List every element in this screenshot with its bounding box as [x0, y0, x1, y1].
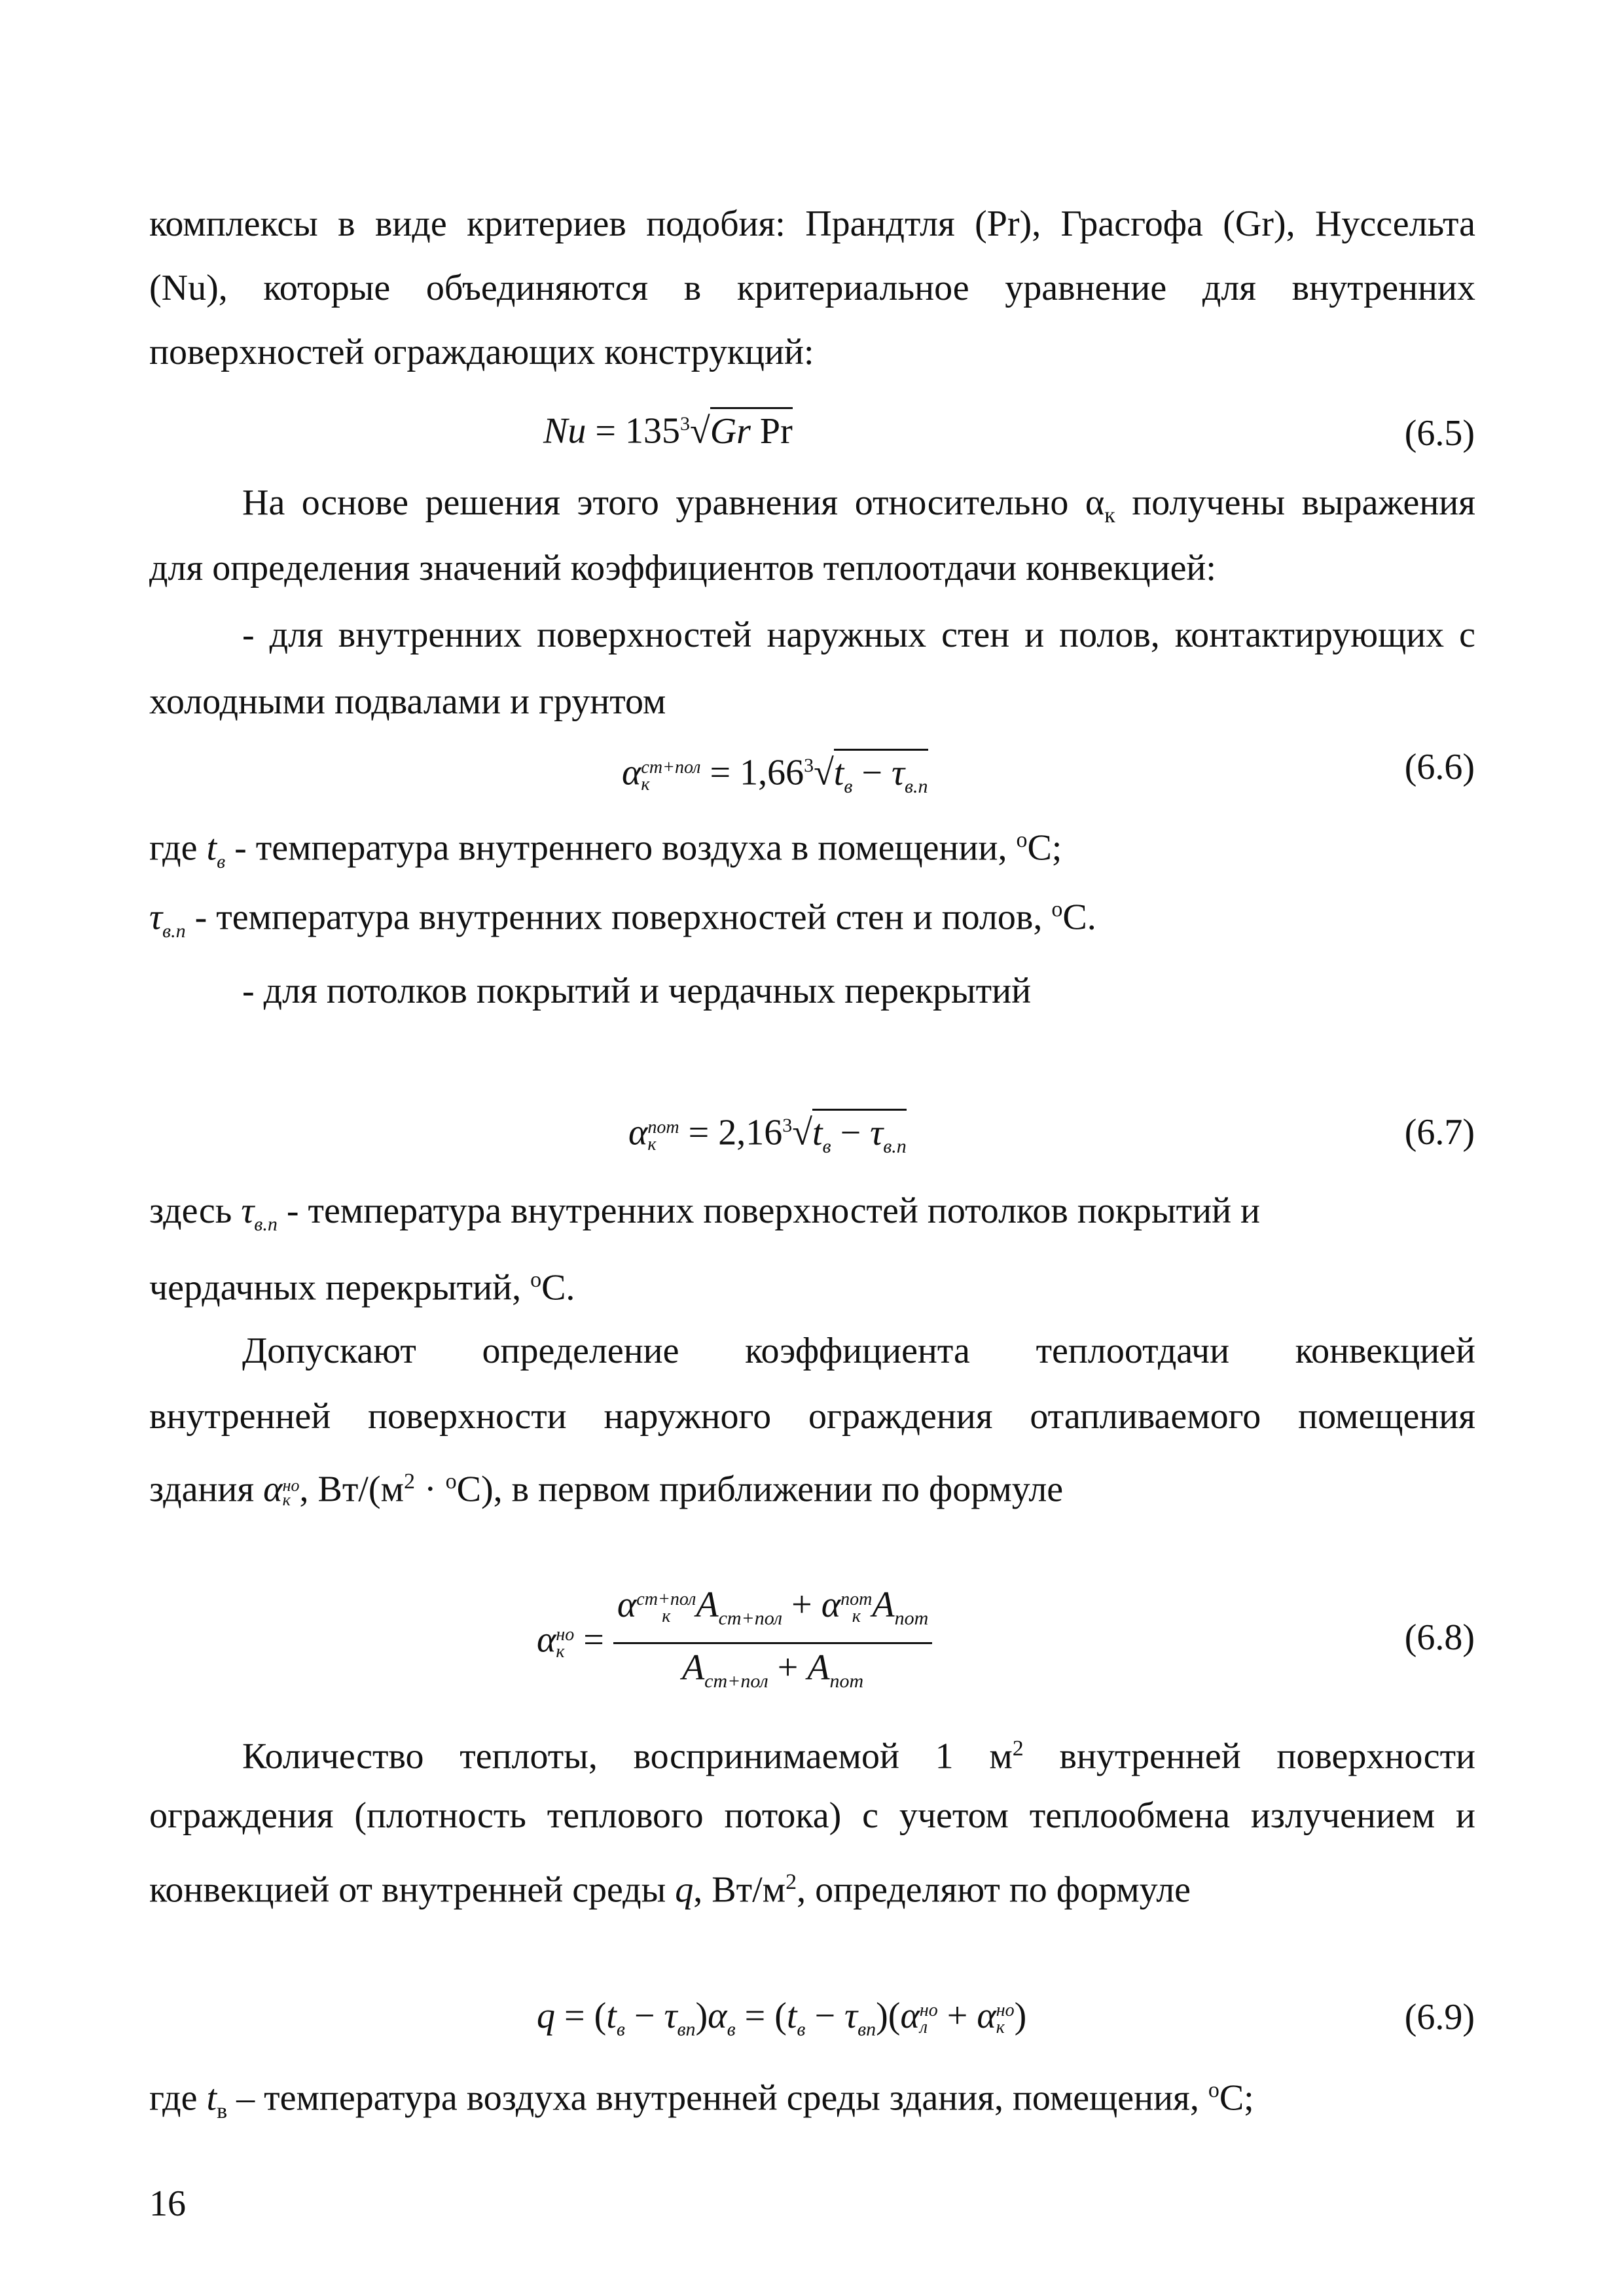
text-line: холодными подвалами и грунтом [149, 681, 666, 722]
equation-number: (6.9) [1404, 1997, 1475, 2037]
text-line: конвекцией от внутренней среды q, $Вт/м^2$, определяют по формуле [149, 1869, 1191, 1910]
text-line: поверхностей ограждающих конструкций: [149, 332, 814, 372]
equation-number: (6.7) [1404, 1112, 1475, 1153]
equation-6-6: α ст+пол к = $1,66^3√t_в - \tau_{в.п}$ [622, 745, 928, 808]
text-line: комплексы в виде критериев подобия: Прандтля (Pr), Грасгофа (Gr), Нуссельта [149, 204, 1475, 244]
eq-radicand: Gr Pr [710, 407, 793, 452]
radical-sign: √ [689, 410, 710, 452]
eq-symbol: Nu [543, 410, 586, 452]
equation-6-9: $q = (t_в - \tau_{вп})\alpha_в = (t_в - \tau_{вп})(\alpha$ но л + α но к ) [537, 1996, 1027, 2041]
text-line: где $t_в$ – температура воздуха внутренней среды здания, помещения, $^о$С; [149, 2077, 1254, 2123]
text-line: внутренней поверхности наружного ограждения отапливаемого помещения [149, 1396, 1475, 1437]
eq-fraction: α ст+пол к $A_{ст+пол} + \alpha$ пот к $A_{пот}$ $A_{ст+пол} + A_{пот}$ [613, 1584, 932, 1702]
equation-number: (6.8) [1404, 1617, 1475, 1658]
text-line: для определения значений коэффициентов теплоотдачи конвекцией: [149, 548, 1216, 588]
equation-6-5 [543, 403, 793, 452]
text-line: здания α но к , $Вт/(м^2 \cdot ^оС)$, в первом приближении по формуле [149, 1469, 1064, 1510]
text-line: здесь $\tau_{в.п}$ - температура внутренних поверхностей потолков покрытий и [149, 1191, 1260, 1236]
page-number: 16 [149, 2183, 186, 2224]
eq-root-index: 3 [679, 413, 690, 435]
text-line: На основе решения этого уравнения относительно $\alpha_к$ получены выражения [242, 482, 1476, 528]
text-line: ограждения (плотность теплового потока) с учетом теплообмена излучением и [149, 1795, 1475, 1836]
text-line: - для внутренних поверхностей наружных стен и полов, контактирующих с [242, 615, 1475, 655]
text-line: Количество теплоты, воспринимаемой 1 $м^2$ внутренней поверхности [242, 1736, 1476, 1777]
eq-operator: = [595, 410, 616, 452]
text-line: чердачных перекрытий, $^о$С. [149, 1267, 575, 1308]
text-line: где $t_в$ - температура внутреннего воздуха в помещении, $^о$С; [149, 827, 1062, 872]
text-line: Допускают определение коэффициента теплоотдачи конвекцией [242, 1331, 1475, 1371]
eq-coefficient: 135 [624, 410, 680, 452]
text-line: - для потолков покрытий и чердачных перекрытий [242, 971, 1032, 1011]
text-line: (Nu), которые объединяются в критериальное уравнение для внутренних [149, 268, 1475, 308]
equation-number: (6.6) [1404, 747, 1475, 787]
equation-number: (6.5) [1404, 413, 1475, 454]
text-line: $\tau_{в.п}$ - температура внутренних поверхностей стен и полов, $^о$С. [149, 897, 1096, 942]
equation-6-7: α пот к = $2,16^3√t_в - \tau_{в.п}$ [628, 1105, 907, 1168]
equation-6-8: α но к = α ст+пол к $A_{ст+пол} + \alpha$ пот к $A_{пот}$ $A_{ст+пол} + A_{пот}$ [537, 1584, 932, 1702]
